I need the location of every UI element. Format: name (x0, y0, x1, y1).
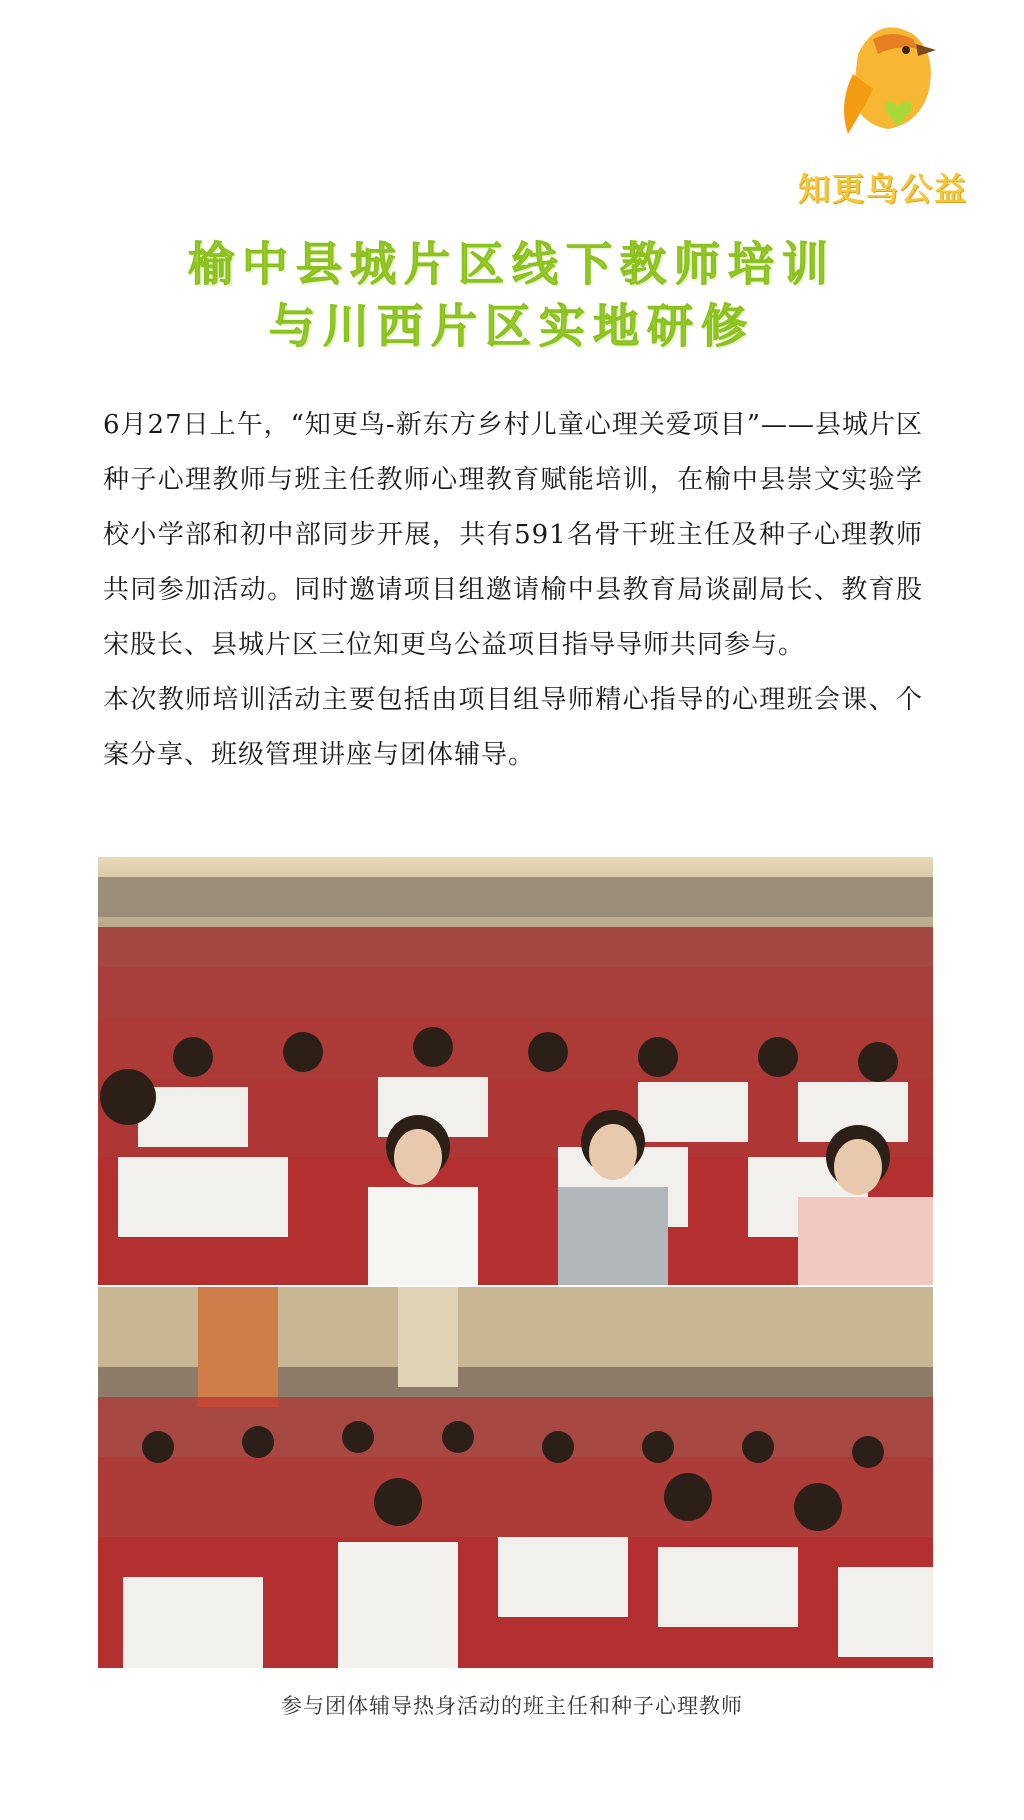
page-title-line-2: 与川西片区实地研修 (269, 299, 755, 353)
photo-caption: 参与团体辅导热身活动的班主任和种子心理教师 (281, 1694, 743, 1718)
paragraph-2: 本次教师培训活动主要包括由项目组导师精心指导的心理班会课、个案分享、班级管理讲座与团体辅导。 (103, 685, 923, 770)
page-title-line-1: 榆中县城片区线下教师培训 (188, 237, 836, 291)
logo-text: 知更鸟公益 (797, 170, 968, 208)
auditorium-teachers-photo-2 (98, 1287, 933, 1668)
logo (788, 14, 978, 209)
auditorium-teachers-photo-1 (98, 857, 933, 1285)
paragraph-1: 6月27日上午，“知更鸟-新东方乡村儿童心理关爱项目”——县城片区种子心理教师与班主任教师心理教育赋能培训，在榆中县崇文实验学校小学部和初中部同步开展，共有591名骨干班主任及种子心理教师共同参加活动。同时邀请项目组邀请榆中县教育局谈副局长、教育股宋股长、县城片区三位知更鸟公益项目指导导师共同参与。 (103, 410, 923, 660)
article-body (103, 398, 923, 783)
robin-bird-heart-icon (818, 14, 948, 164)
